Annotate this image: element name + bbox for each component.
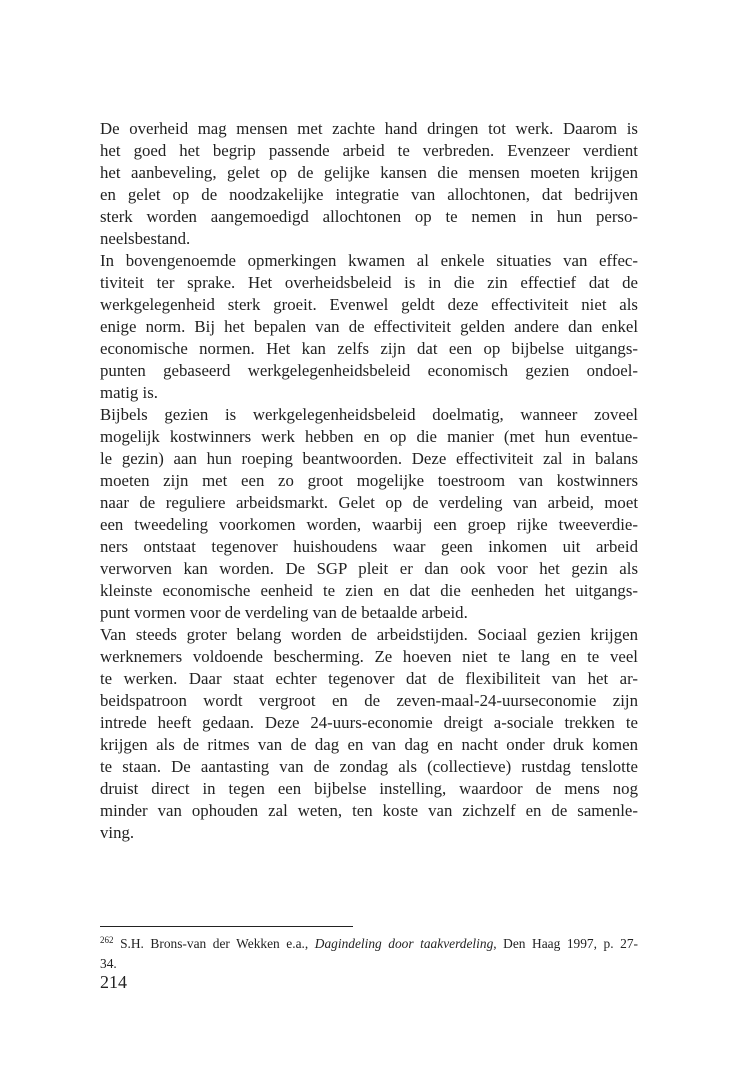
footnote-262 <box>100 934 638 974</box>
text-line: tiviteit ter sprake. Het overheidsbeleid is in die zin effectief dat de <box>100 273 638 292</box>
footnote-number: 262 <box>100 935 114 945</box>
paragraph <box>100 404 638 624</box>
footnote-line-1 <box>100 934 638 954</box>
text-line: moeten zijn met een zo groot mogelijke toestroom van kostwinners <box>100 471 638 490</box>
paragraph <box>100 118 638 250</box>
text-line: het goed het begrip passende arbeid te verbreden. Evenzeer verdient <box>100 141 638 160</box>
text-line: neelsbestand. <box>100 229 191 248</box>
text-line: Bijbels gezien is werkgelegenheidsbeleid doelmatig, wanneer zoveel <box>100 405 638 424</box>
footnote-line-2: 34. <box>100 956 117 971</box>
footnote-rest: , Den Haag 1997, p. 27- <box>493 936 638 951</box>
text-line: punten gebaseerd werkgelegenheidsbeleid economisch gezien ondoel- <box>100 361 638 380</box>
text-line: punt vormen voor de verdeling van de betaalde arbeid. <box>100 603 468 622</box>
text-line: In bovengenoemde opmerkingen kwamen al enkele situaties van effec- <box>100 251 638 270</box>
footnote-separator <box>100 926 353 927</box>
text-line: krijgen als de ritmes van de dag en van dag en nacht onder druk komen <box>100 735 638 754</box>
text-line: enige norm. Bij het bepalen van de effectiviteit gelden andere dan enkel <box>100 317 638 336</box>
text-line: te werken. Daar staat echter tegenover dat de flexibiliteit van het ar- <box>100 669 638 688</box>
text-line: economische normen. Het kan zelfs zijn dat een op bijbelse uitgangs- <box>100 339 638 358</box>
text-line: le gezin) aan hun roeping beantwoorden. Deze effectiviteit zal in balans <box>100 449 638 468</box>
text-line: sterk worden aangemoedigd allochtonen op te nemen in hun perso- <box>100 207 638 226</box>
text-line: werknemers voldoende bescherming. Ze hoeven niet te lang en te veel <box>100 647 638 666</box>
paragraph <box>100 250 638 404</box>
text-line: een tweedeling voorkomen worden, waarbij een groep rijke tweeverdie- <box>100 515 638 534</box>
text-line: druist direct in tegen een bijbelse instelling, waardoor de mens nog <box>100 779 638 798</box>
text-line: ving. <box>100 823 135 842</box>
text-line: mogelijk kostwinners werk hebben en op die manier (met hun eventue- <box>100 427 638 446</box>
text-line: intrede heeft gedaan. Deze 24-uurs-economie dreigt a-sociale trekken te <box>100 713 638 732</box>
text-line: en gelet op de noodzakelijke integratie van allochtonen, dat bedrijven <box>100 185 638 204</box>
text-line: beidspatroon wordt vergroot en de zeven-maal-24-uurseconomie zijn <box>100 691 638 710</box>
page-number: 214 <box>100 972 127 992</box>
text-line: te staan. De aantasting van de zondag als (collectieve) rustdag tenslotte <box>100 757 638 776</box>
footnote-title: Dagindeling door taakverdeling <box>314 936 494 951</box>
paragraph <box>100 624 638 844</box>
text-line: verworven kan worden. De SGP pleit er dan ook voor het gezin als <box>100 559 638 578</box>
text-line: ners ontstaat tegenover huishoudens waar geen inkomen uit arbeid <box>100 537 638 556</box>
text-line: het aanbeveling, gelet op de gelijke kansen die mensen moeten krijgen <box>100 163 638 182</box>
body-text <box>100 118 638 844</box>
text-line: Van steeds groter belang worden de arbeidstijden. Sociaal gezien krijgen <box>100 625 638 644</box>
text-line: De overheid mag mensen met zachte hand dringen tot werk. Daarom is <box>100 119 638 138</box>
footnote-author: S.H. Brons-van der Wekken e.a., <box>120 936 315 951</box>
text-line: matig is. <box>100 383 158 402</box>
text-line: naar de reguliere arbeidsmarkt. Gelet op de verdeling van arbeid, moet <box>100 493 638 512</box>
text-line: werkgelegenheid sterk groeit. Evenwel geldt deze effectiviteit niet als <box>100 295 638 314</box>
text-line: kleinste economische eenheid te zien en dat die eenheden het uitgangs- <box>100 581 638 600</box>
text-line: minder van ophouden zal weten, ten koste van zichzelf en de samenle- <box>100 801 638 820</box>
